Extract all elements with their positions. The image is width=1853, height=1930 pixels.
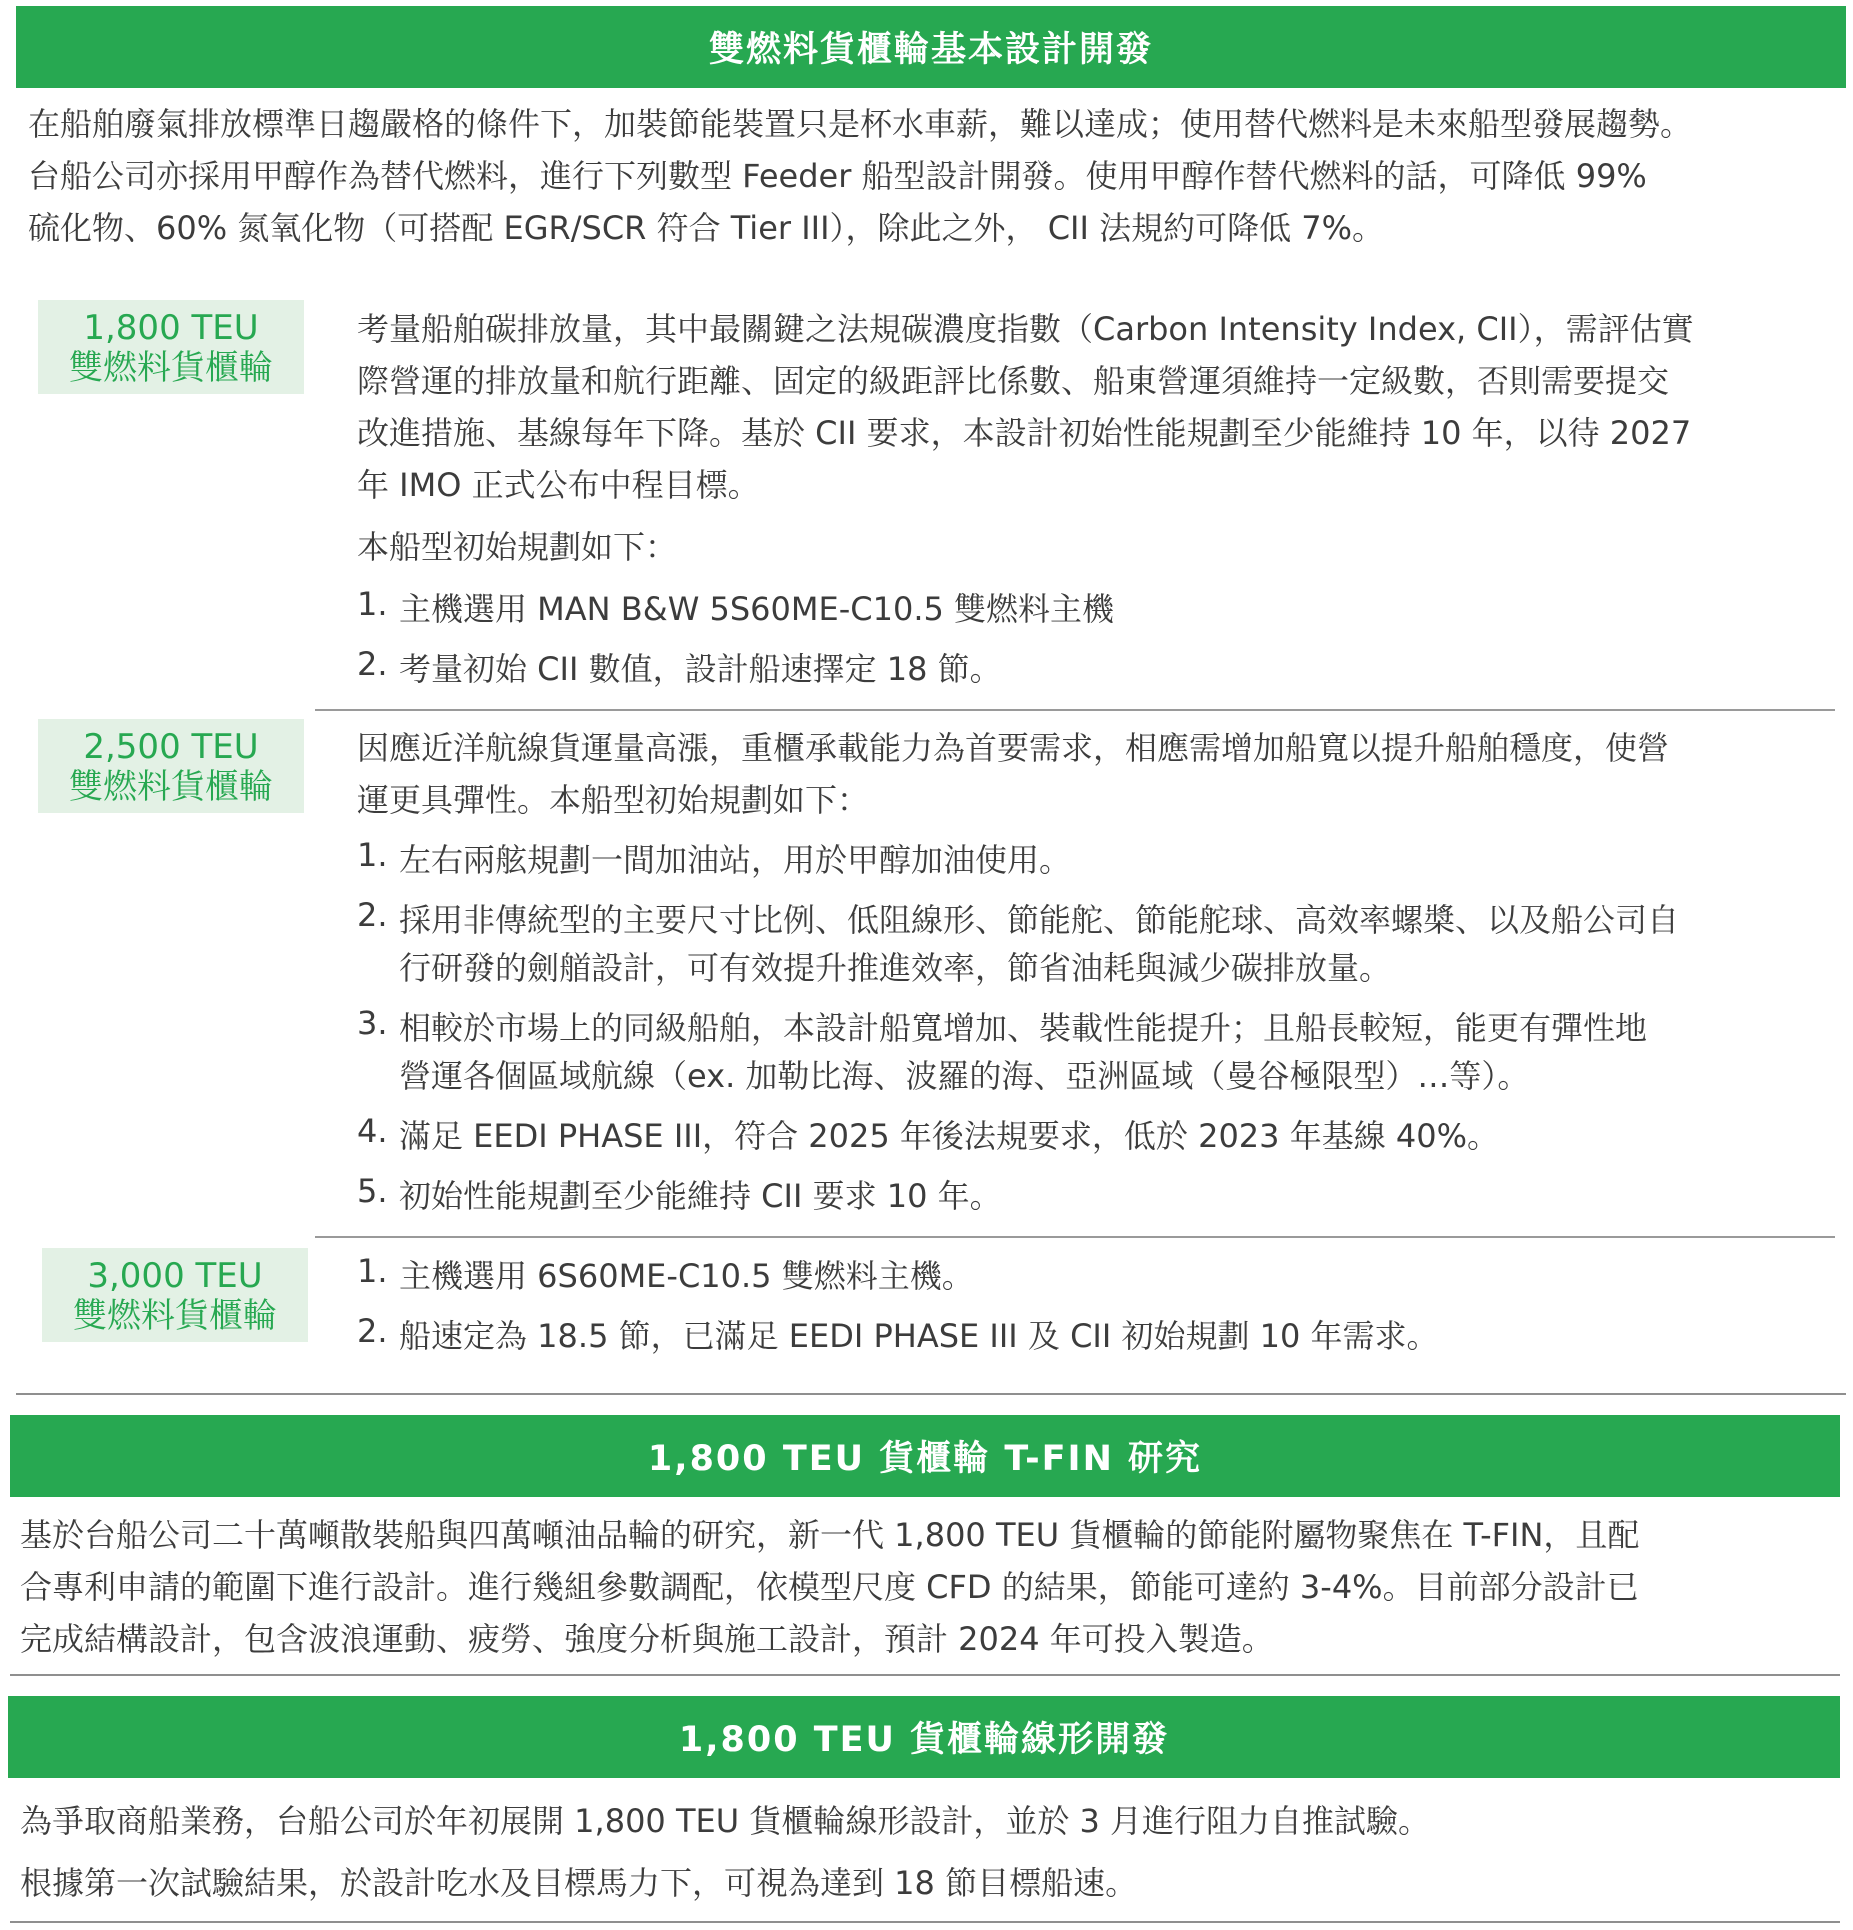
item-text: 初始性能規劃至少能維持 CII 要求 10 年。 [399,1177,1002,1215]
section-banner-tfin [10,1415,1840,1497]
subheading: 本船型初始規劃如下： [357,528,678,566]
item-text: 相較於市場上的同級船舶，本設計船寬增加、裝載性能提升；且船長較短，能更有彈性地 [399,1009,1648,1047]
ship-content-2500 [357,722,1679,1220]
section-title: 1,800 TEU 貨櫃輪線形開發 [678,1720,1170,1760]
label-capacity: 1,800 TEU [83,308,259,348]
intro-line: 台船公司亦採用甲醇作為替代燃料，進行下列數型 Feeder 船型設計開發。使用甲醇作替代燃料的話，可降低 99% [28,157,1647,195]
paragraph-line: 際營運的排放量和航行距離、固定的級距評比係數、船東營運須維持一定級數，否則需要提交 [357,362,1670,400]
item-number: 1. [357,585,388,623]
intro-line: 硫化物、60% 氮氧化物（可搭配 EGR/SCR 符合 Tier III），除此之外， CII 法規約可降低 7%。 [28,209,1385,247]
tfin-paragraph [20,1509,1639,1665]
divider [315,1236,1835,1238]
list-item [357,1112,1679,1160]
paragraph-line: 因應近洋航線貨運量高漲，重櫃承載能力為首要需求，相應需增加船寬以提升船舶穩度，使營 [357,729,1670,767]
list-item [357,1004,1679,1100]
item-number: 2. [357,896,388,934]
list-item [357,896,1679,992]
hullform-paragraph [20,1790,1430,1914]
ship-label-2500 [38,719,304,813]
list-item [357,836,1679,884]
paragraph-line: 為爭取商船業務，台船公司於年初展開 1,800 TEU 貨櫃輪線形設計，並於 3 月進行阻力自推試驗。 [20,1802,1431,1840]
item-text: 營運各個區域航線（ex. 加勒比海、波羅的海、亞洲區域（曼谷極限型）…等）。 [399,1057,1530,1095]
item-text: 主機選用 6S60ME-C10.5 雙燃料主機。 [399,1257,974,1295]
section-divider [10,1921,1840,1923]
paragraph-line: 運更具彈性。本船型初始規劃如下： [357,781,870,819]
label-type: 雙燃料貨櫃輪 [69,348,273,388]
section-divider [10,1674,1840,1676]
section-banner-hullform [8,1696,1840,1778]
paragraph-line: 根據第一次試驗結果，於設計吃水及目標馬力下，可視為達到 18 節目標船速。 [20,1864,1138,1902]
paragraph-line: 考量船舶碳排放量，其中最關鍵之法規碳濃度指數（Carbon Intensity Index, CII），需評估實 [357,310,1694,348]
ship-label-1800 [38,300,304,394]
item-text: 主機選用 MAN B&W 5S60ME-C10.5 雙燃料主機 [399,590,1115,628]
list-item [357,645,1694,693]
ship-label-3000 [42,1248,308,1342]
ship-content-1800 [357,303,1694,693]
label-capacity: 2,500 TEU [83,727,259,767]
section-title: 雙燃料貨櫃輪基本設計開發 [708,30,1153,70]
paragraph-line: 改進措施、基線每年下降。基於 CII 要求，本設計初始性能規劃至少能維持 10 年，以待 2027 [357,414,1692,452]
item-number: 2. [357,1312,388,1350]
label-capacity: 3,000 TEU [87,1256,263,1296]
item-text: 船速定為 18.5 節，已滿足 EEDI PHASE III 及 CII 初始規劃 10 年需求。 [399,1317,1439,1355]
item-number: 5. [357,1172,388,1210]
section-banner-dual-fuel [16,6,1846,88]
label-type: 雙燃料貨櫃輪 [69,767,273,807]
paragraph-line: 基於台船公司二十萬噸散裝船與四萬噸油品輪的研究，新一代 1,800 TEU 貨櫃輪的節能附屬物聚焦在 T-FIN，且配 [20,1516,1640,1554]
section-divider [16,1393,1846,1395]
item-number: 1. [357,836,388,874]
intro-paragraph [28,98,1692,254]
item-number: 1. [357,1252,388,1290]
list-item [357,585,1694,633]
item-number: 4. [357,1112,388,1150]
item-text: 滿足 EEDI PHASE III，符合 2025 年後法規要求，低於 2023 年基線 40%。 [399,1117,1499,1155]
item-text: 採用非傳統型的主要尺寸比例、低阻線形、節能舵、節能舵球、高效率螺槳、以及船公司自 [399,901,1680,939]
paragraph-line: 合專利申請的範圍下進行設計。進行幾組參數調配，依模型尺度 CFD 的結果，節能可達約 3-4%。目前部分設計已 [20,1568,1639,1606]
section-title: 1,800 TEU 貨櫃輪 T-FIN 研究 [647,1439,1203,1479]
list-item [357,1172,1679,1220]
item-text: 左右兩舷規劃一間加油站，用於甲醇加油使用。 [399,841,1072,879]
item-number: 2. [357,645,388,683]
item-text: 行研發的劍艏設計，可有效提升推進效率，節省油耗與減少碳排放量。 [399,949,1392,987]
list-item [357,1312,1439,1360]
paragraph-line: 年 IMO 正式公布中程目標。 [357,466,760,504]
divider [315,709,1835,711]
intro-line: 在船舶廢氣排放標準日趨嚴格的條件下，加裝節能裝置只是杯水車薪，難以達成；使用替代燃料是未來船型發展趨勢。 [28,105,1693,143]
ship-content-3000 [357,1252,1439,1360]
item-number: 3. [357,1004,388,1042]
paragraph-line: 完成結構設計，包含波浪運動、疲勞、強度分析與施工設計，預計 2024 年可投入製造。 [20,1620,1274,1658]
list-item [357,1252,1439,1300]
label-type: 雙燃料貨櫃輪 [73,1296,277,1336]
item-text: 考量初始 CII 數值，設計船速擇定 18 節。 [399,650,1002,688]
